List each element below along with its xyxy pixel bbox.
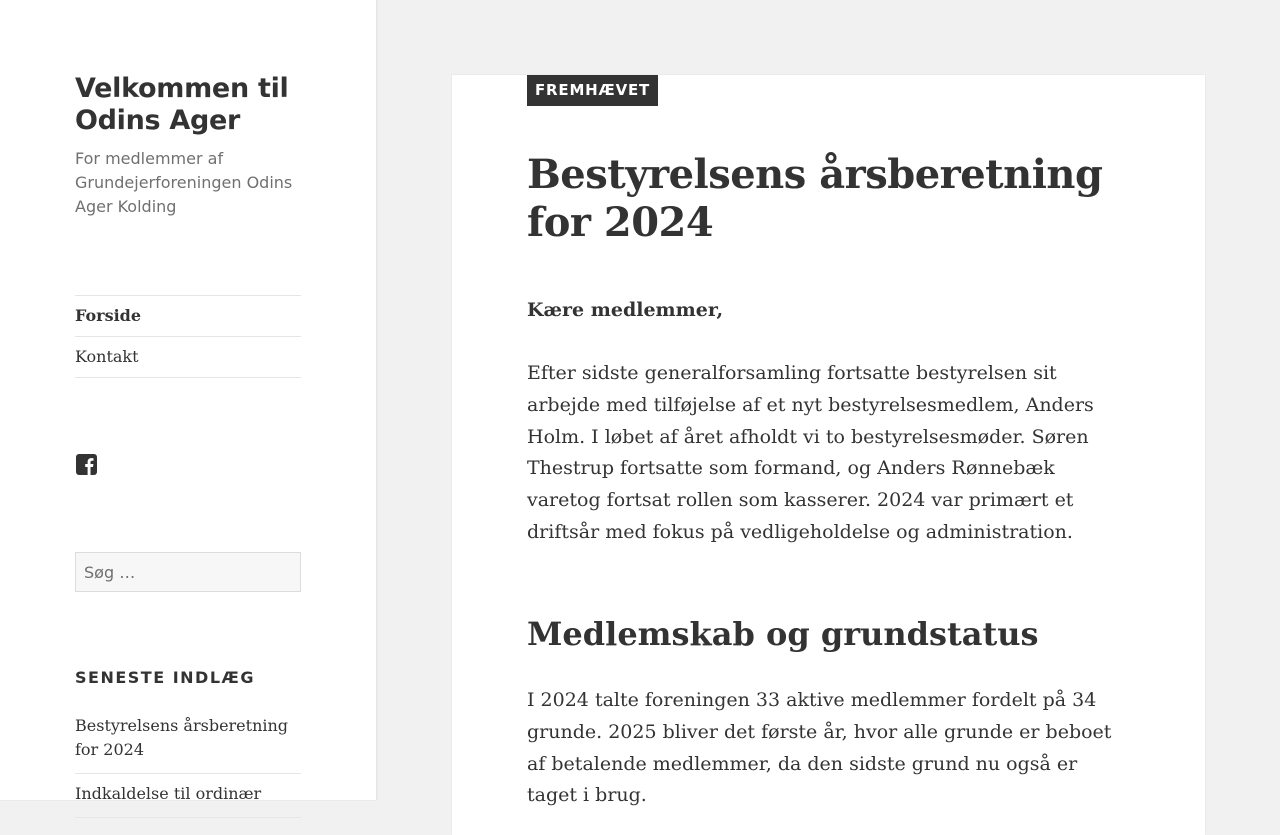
section-heading: Medlemskab og grundstatus [527,615,1039,653]
sidebar [0,0,377,803]
recent-post-link[interactable]: Bestyrelsens årsberetning for 2024 [75,714,301,774]
main-navigation [75,295,301,378]
search-input[interactable] [75,552,301,592]
recent-posts-title: SENESTE INDLÆG [75,668,256,687]
nav-item-kontakt[interactable]: Kontakt [75,337,301,378]
recent-posts-list [75,714,301,826]
site-description: For medlemmer af Grundejerforeningen Odins Ager Kolding [75,149,293,216]
site-title[interactable]: Velkommen til Odins Ager [75,73,289,136]
post-greeting: Kære medlemmer, [527,299,724,321]
facebook-icon[interactable] [75,453,99,477]
recent-post-link[interactable]: Indkaldelse til ordinær [75,782,301,818]
post-card [452,75,1205,835]
featured-badge: FREMHÆVET [527,75,658,106]
post-paragraph-2: I 2024 talte foreningen 33 aktive medlemmer fordelt på 34 grunde. 2025 bliver det første år, hvor alle grunde er beboet af betalende medlemmer, da den sidste grund nu også er taget i brug. [527,689,1112,807]
nav-item-forside[interactable]: Forside [75,296,301,337]
post-paragraph-1: Efter sidste generalforsamling fortsatte bestyrelsen sit arbejde med tilføjelse af et nyt bestyrelsesmedlem, Anders Holm. I løbet af året afholdt vi to bestyrelsesmøder. Søren Thestrup fortsatte som formand, og Anders Rønnebæk varetog fortsat rollen som kasserer. 2024 var primært et driftsår med fokus på vedligeholdelse og administration. [527,362,1094,543]
post-title[interactable]: Bestyrelsens årsberetning for 2024 [527,151,1103,246]
